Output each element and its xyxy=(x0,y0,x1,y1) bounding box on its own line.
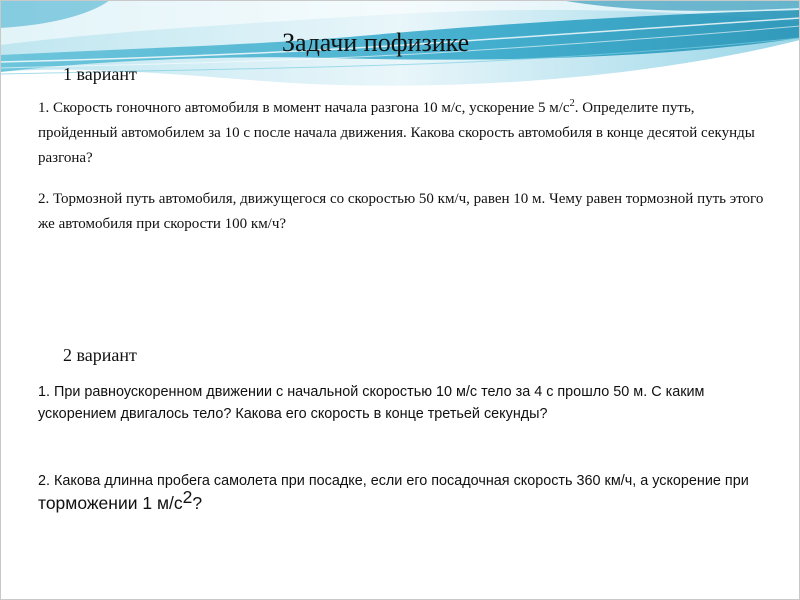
variant-1-task-2: 2. Тормозной путь автомобиля, движущегося со скоростью 50 км/ч, равен 10 м. Чему равен тормозной путь этого же автомобиля при скорости 100 км/ч? xyxy=(38,191,764,232)
variant-2-task-2-superscript: 2 xyxy=(182,487,193,508)
variant-2-task-2-question-mark: ? xyxy=(192,493,203,513)
variant-2-task-1: 1. При равноускоренном движении с начальной скоростью 10 м/с тело за 4 с прошло 50 м. С каким ускорением двигалось тело? Какова его скорость в конце третьей секунды? xyxy=(38,384,705,422)
variant-1-task-1-text-end: . Определите путь, пройденный автомобилем за 10 с после начала движения. Какова скорость автомобиля в конце десятой секунды разгона? xyxy=(38,100,755,166)
variant-1-task-1-superscript: 2 xyxy=(569,98,575,109)
page-title: Задачи пофизике xyxy=(282,28,470,57)
variant-1-heading: 1 вариант xyxy=(63,64,137,84)
variant-2-task-2-text: 2. Какова длинна пробега самолета при посадке, если его посадочная скорость 360 км/ч, а ускорение при xyxy=(38,473,749,489)
variant-1-task-1-text: 1. Скорость гоночного автомобиля в момент начала разгона 10 м/с, ускорение 5 м/с xyxy=(38,100,570,116)
variant-2-heading: 2 вариант xyxy=(63,345,137,365)
variant-2-task-2 xyxy=(38,470,773,516)
variant-2-task-2-emphasis: торможении 1 м/с xyxy=(38,493,183,513)
variant-1-task-1 xyxy=(38,96,773,171)
